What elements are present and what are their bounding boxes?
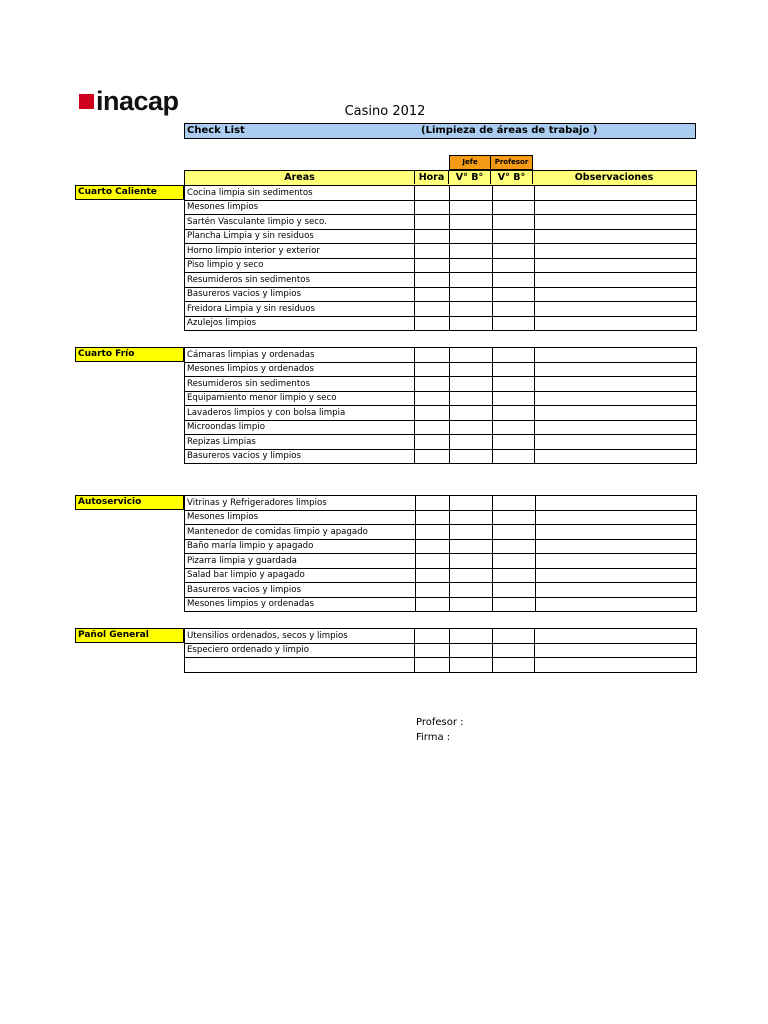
area-cell: Mesones limpios <box>185 510 416 525</box>
area-cell: Repizas Limpias <box>185 435 415 450</box>
hora-cell[interactable] <box>415 583 450 598</box>
observaciones-cell[interactable] <box>535 629 697 644</box>
observaciones-cell[interactable] <box>535 215 697 230</box>
area-cell: Mesones limpios <box>185 200 415 215</box>
hora-cell[interactable] <box>415 186 450 201</box>
vb-jefe-cell[interactable] <box>449 316 492 331</box>
area-cell: Baño maría limpio y apagado <box>185 539 416 554</box>
area-cell: Cocina limpia sin sedimentos <box>185 186 415 201</box>
hora-cell[interactable] <box>415 510 450 525</box>
observaciones-cell[interactable] <box>535 568 697 583</box>
hora-cell[interactable] <box>415 449 450 464</box>
area-cell: Pizarra limpia y guardada <box>185 554 416 569</box>
vb-jefe-cell[interactable] <box>449 186 492 201</box>
area-cell: Mesones limpios y ordenados <box>185 362 415 377</box>
area-cell: Plancha Limpia y sin residuos <box>185 229 415 244</box>
table-row <box>185 658 697 673</box>
vb-profesor-cell[interactable] <box>492 597 535 612</box>
table-row <box>185 539 697 554</box>
hora-cell[interactable] <box>415 348 450 363</box>
table-row <box>185 316 697 331</box>
vb-profesor-cell[interactable] <box>492 658 535 673</box>
table-row <box>185 583 697 598</box>
table-row <box>185 643 697 658</box>
table-row <box>185 258 697 273</box>
profesor-header: Profesor <box>490 155 533 170</box>
area-cell: Mesones limpios y ordenadas <box>185 597 416 612</box>
observaciones-cell[interactable] <box>535 348 697 363</box>
logo-text: inacap <box>96 86 179 116</box>
vb-jefe-header: V° B° <box>449 171 491 184</box>
vb-profesor-cell[interactable] <box>492 510 535 525</box>
area-cell: Especiero ordenado y limpio <box>185 643 415 658</box>
observaciones-cell[interactable] <box>535 316 697 331</box>
checklist-subtitle: (Limpieza de áreas de trabajo ) <box>421 125 598 136</box>
logo-square-icon <box>79 94 94 109</box>
hora-cell[interactable] <box>415 597 450 612</box>
firma-signature-label: Firma : <box>416 732 451 743</box>
observaciones-cell[interactable] <box>535 302 697 317</box>
hora-cell[interactable] <box>415 496 450 511</box>
hora-cell[interactable] <box>415 287 450 302</box>
inacap-logo <box>79 88 179 114</box>
section-label-autoservicio: Autoservicio <box>75 495 184 510</box>
hora-header: Hora <box>415 171 449 184</box>
observaciones-cell[interactable] <box>535 287 697 302</box>
observaciones-cell[interactable] <box>535 420 697 435</box>
vb-jefe-cell[interactable] <box>450 554 493 569</box>
table-row <box>185 496 697 511</box>
vb-jefe-cell[interactable] <box>449 273 492 288</box>
area-cell: Resumideros sin sedimentos <box>185 377 415 392</box>
vb-profesor-cell[interactable] <box>492 406 535 421</box>
vb-jefe-cell[interactable] <box>450 510 493 525</box>
section-label-cuarto-frio: Cuarto Frío <box>75 347 184 362</box>
observaciones-cell[interactable] <box>535 200 697 215</box>
observaciones-cell[interactable] <box>535 539 697 554</box>
observaciones-cell[interactable] <box>535 391 697 406</box>
observaciones-cell[interactable] <box>535 406 697 421</box>
area-cell: Horno limpio interior y exterior <box>185 244 415 259</box>
profesor-signature-label: Profesor : <box>416 717 464 728</box>
vb-jefe-cell[interactable] <box>449 215 492 230</box>
observaciones-cell[interactable] <box>535 362 697 377</box>
vb-jefe-cell[interactable] <box>449 229 492 244</box>
vb-jefe-cell[interactable] <box>449 200 492 215</box>
jefe-header: Jefe <box>449 155 491 170</box>
vb-profesor-cell[interactable] <box>492 362 535 377</box>
area-cell: Lavaderos limpios y con bolsa limpia <box>185 406 415 421</box>
vb-profesor-cell[interactable] <box>492 287 535 302</box>
vb-jefe-cell[interactable] <box>450 391 493 406</box>
table-row <box>185 215 697 230</box>
area-cell: Mantenedor de comidas limpio y apagado <box>185 525 416 540</box>
table-row <box>185 362 697 377</box>
area-cell: Sartén Vasculante limpio y seco. <box>185 215 415 230</box>
observaciones-cell[interactable] <box>535 435 697 450</box>
vb-jefe-cell[interactable] <box>449 302 492 317</box>
area-cell: Resumideros sin sedimentos <box>185 273 415 288</box>
vb-profesor-cell[interactable] <box>492 568 535 583</box>
document-title: Casino 2012 <box>344 104 426 119</box>
vb-jefe-cell[interactable] <box>449 258 492 273</box>
areas-header: Areas <box>185 171 415 184</box>
table-row <box>185 377 697 392</box>
observaciones-cell[interactable] <box>535 449 697 464</box>
vb-jefe-cell[interactable] <box>450 597 493 612</box>
vb-profesor-cell[interactable] <box>492 215 535 230</box>
table-row <box>185 287 697 302</box>
vb-jefe-cell[interactable] <box>450 496 493 511</box>
observaciones-cell[interactable] <box>535 496 697 511</box>
vb-jefe-cell[interactable] <box>450 629 493 644</box>
area-cell: Equipamiento menor limpio y seco <box>185 391 415 406</box>
section-table-panol-general <box>184 628 697 673</box>
section-table-cuarto-caliente <box>184 185 697 331</box>
hora-cell[interactable] <box>415 362 450 377</box>
hora-cell[interactable] <box>415 391 450 406</box>
table-row <box>185 449 697 464</box>
vb-profesor-cell[interactable] <box>492 348 535 363</box>
area-cell <box>185 658 415 673</box>
vb-profesor-cell[interactable] <box>492 244 535 259</box>
hora-cell[interactable] <box>415 200 450 215</box>
observaciones-cell[interactable] <box>535 554 697 569</box>
section-table-cuarto-frio <box>184 347 697 464</box>
table-row <box>185 510 697 525</box>
table-row <box>185 273 697 288</box>
area-cell: Basureros vacios y limpios <box>185 287 415 302</box>
observaciones-cell[interactable] <box>535 525 697 540</box>
hora-cell[interactable] <box>415 229 450 244</box>
observaciones-cell[interactable] <box>535 377 697 392</box>
vb-jefe-cell[interactable] <box>450 377 493 392</box>
hora-cell[interactable] <box>415 302 450 317</box>
vb-jefe-cell[interactable] <box>450 583 493 598</box>
vb-profesor-cell[interactable] <box>492 273 535 288</box>
hora-cell[interactable] <box>415 658 450 673</box>
area-cell: Vitrinas y Refrigeradores limpios <box>185 496 416 511</box>
checklist-label: Check List <box>187 125 245 136</box>
hora-cell[interactable] <box>415 316 450 331</box>
vb-jefe-cell[interactable] <box>450 658 493 673</box>
hora-cell[interactable] <box>415 377 450 392</box>
area-cell: Basureros vacios y limpios <box>185 583 416 598</box>
section-label-panol-general: Pañol General <box>75 628 184 643</box>
observaciones-header: Observaciones <box>574 172 654 183</box>
hora-cell[interactable] <box>415 244 450 259</box>
table-row <box>185 597 697 612</box>
observaciones-cell[interactable] <box>535 597 697 612</box>
hora-cell[interactable] <box>415 420 450 435</box>
observaciones-cell[interactable] <box>535 273 697 288</box>
vb-jefe-cell[interactable] <box>450 435 493 450</box>
table-row <box>185 229 697 244</box>
section-label-cuarto-caliente: Cuarto Caliente <box>75 185 184 200</box>
vb-jefe-cell[interactable] <box>450 348 493 363</box>
vb-profesor-cell[interactable] <box>492 629 535 644</box>
observaciones-cell[interactable] <box>535 229 697 244</box>
table-row <box>185 302 697 317</box>
vb-jefe-cell[interactable] <box>449 244 492 259</box>
area-cell: Basureros vacios y limpios <box>185 449 415 464</box>
vb-profesor-header: V° B° <box>491 171 533 184</box>
vb-profesor-cell[interactable] <box>492 525 535 540</box>
table-row <box>185 406 697 421</box>
section-table-autoservicio <box>184 495 697 612</box>
hora-cell[interactable] <box>415 435 450 450</box>
vb-profesor-cell[interactable] <box>492 391 535 406</box>
hora-cell[interactable] <box>415 629 450 644</box>
observaciones-cell[interactable] <box>535 658 697 673</box>
vb-jefe-cell[interactable] <box>450 362 493 377</box>
vb-profesor-cell[interactable] <box>492 302 535 317</box>
area-cell: Azulejos limpios <box>185 316 415 331</box>
observaciones-cell[interactable] <box>535 583 697 598</box>
vb-profesor-cell[interactable] <box>492 200 535 215</box>
area-cell: Freidora Limpia y sin residuos <box>185 302 415 317</box>
hora-cell[interactable] <box>415 273 450 288</box>
table-row <box>185 525 697 540</box>
vb-profesor-cell[interactable] <box>492 316 535 331</box>
vb-profesor-cell[interactable] <box>492 258 535 273</box>
table-row <box>185 554 697 569</box>
table-row <box>185 200 697 215</box>
observaciones-cell[interactable] <box>535 244 697 259</box>
hora-cell[interactable] <box>415 525 450 540</box>
vb-jefe-cell[interactable] <box>450 539 493 554</box>
area-cell: Microondas limpio <box>185 420 415 435</box>
hora-cell[interactable] <box>415 406 450 421</box>
vb-jefe-cell[interactable] <box>450 568 493 583</box>
vb-profesor-cell[interactable] <box>492 186 535 201</box>
vb-profesor-cell[interactable] <box>492 496 535 511</box>
area-cell: Cámaras limpias y ordenadas <box>185 348 415 363</box>
observaciones-cell[interactable] <box>535 510 697 525</box>
observaciones-cell[interactable] <box>535 643 697 658</box>
observaciones-cell[interactable] <box>535 186 697 201</box>
vb-profesor-cell[interactable] <box>492 643 535 658</box>
hora-cell[interactable] <box>415 539 450 554</box>
table-row <box>185 244 697 259</box>
vb-profesor-cell[interactable] <box>492 554 535 569</box>
hora-cell[interactable] <box>415 568 450 583</box>
hora-cell[interactable] <box>415 215 450 230</box>
vb-jefe-cell[interactable] <box>450 406 493 421</box>
table-row <box>185 629 697 644</box>
area-cell: Piso limpio y seco <box>185 258 415 273</box>
table-row <box>185 420 697 435</box>
vb-jefe-cell[interactable] <box>450 643 493 658</box>
table-row <box>185 568 697 583</box>
table-row <box>185 348 697 363</box>
vb-profesor-cell[interactable] <box>492 449 535 464</box>
area-cell: Utensilios ordenados, secos y limpios <box>185 629 415 644</box>
table-row <box>185 435 697 450</box>
vb-profesor-cell[interactable] <box>492 420 535 435</box>
vb-jefe-cell[interactable] <box>450 420 493 435</box>
vb-profesor-cell[interactable] <box>492 539 535 554</box>
vb-jefe-cell[interactable] <box>450 525 493 540</box>
table-row <box>185 391 697 406</box>
hora-cell[interactable] <box>415 643 450 658</box>
area-cell: Salad bar limpio y apagado <box>185 568 416 583</box>
table-row <box>185 186 697 201</box>
vb-profesor-cell[interactable] <box>492 583 535 598</box>
hora-cell[interactable] <box>415 258 450 273</box>
vb-jefe-cell[interactable] <box>450 449 493 464</box>
vb-jefe-cell[interactable] <box>449 287 492 302</box>
hora-cell[interactable] <box>415 554 450 569</box>
vb-profesor-cell[interactable] <box>492 435 535 450</box>
vb-profesor-cell[interactable] <box>492 377 535 392</box>
checklist-bar <box>184 123 696 139</box>
column-header-row <box>184 170 697 186</box>
observaciones-cell[interactable] <box>535 258 697 273</box>
vb-profesor-cell[interactable] <box>492 229 535 244</box>
